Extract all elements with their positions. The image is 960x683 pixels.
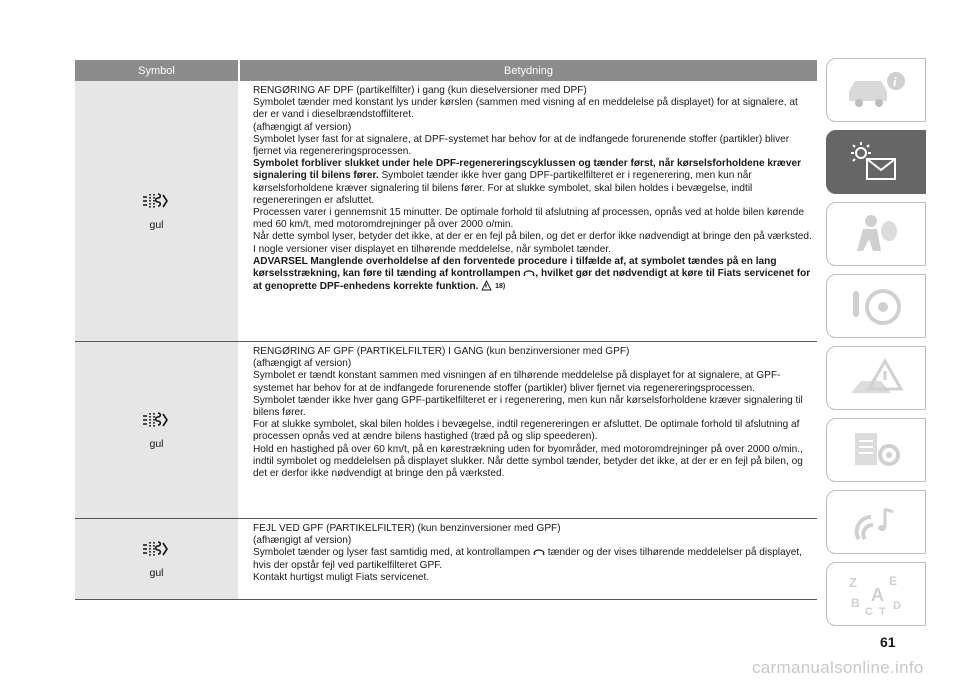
- row1-para-mixed: [253, 158, 813, 207]
- safety-airbag-icon: [841, 211, 911, 257]
- table-row: [75, 81, 817, 342]
- attention-hand-icon: [481, 280, 492, 291]
- symbol-cell: [75, 342, 238, 518]
- meaning-cell: [240, 81, 817, 341]
- row2-para: Hold en hastighed på over 60 km/t, på en kørestrækning uden for byområder, med motoromdrejninger på over 2000 o/min., indtil symbolet og meddelelsen på displayet slukker. Når dette symbol tænder, betyder det ikke, at der er en fejl på bilen, og det er derfor ikke nødvendigt at bringe den på værksted.: [253, 443, 803, 480]
- svg-text:C: C: [865, 606, 873, 617]
- row3-part-b: tænder og der vises tilhørende meddelelser på displayet, hvis der opstår fejl ved partikelfilteret GPF.: [253, 547, 802, 571]
- row1-para: Processen varer i gennemsnit 15 minutter. De optimale forhold til afslutning af processen, opnås ved at holde bilen kørende med 60 km/t, med motoromdrejninger på over 2000 o/min.: [253, 207, 804, 231]
- car-info-icon: [841, 67, 911, 113]
- gpf-filter-icon: [141, 410, 173, 430]
- multimedia-icon: [841, 499, 911, 545]
- symbol-table: [75, 60, 817, 600]
- row1-para: Når dette symbol lyser, betyder det ikke, at der er en fejl på bilen, og det er derfor ikke nødvendigt at bringe den på værksted. I nogle versioner viser displayet en tilhørende meddelelse, når symbolet tænder.: [253, 231, 812, 255]
- index-icon: [841, 571, 911, 617]
- table-header: [75, 60, 817, 81]
- warning-part-a: ADVARSEL Manglende overholdelse af den forventede procedure i tilfælde af, at symbolet tændes på en lang kørselsstrækning, kan føre til tænding af kontrollampen: [253, 255, 777, 280]
- meaning-cell: [240, 342, 817, 518]
- symbol-cell: [75, 519, 238, 599]
- row3-para: FEJL VED GPF (PARTIKELFILTER) (kun benzinversioner med GPF): [253, 523, 561, 534]
- row3-part-a: Symbolet tænder og lyser fast samtidig med, at kontrollampen: [253, 547, 531, 559]
- row2-para: (afhængigt af version): [253, 358, 352, 370]
- row1-para: RENGØRING AF DPF (partikelfilter) i gang (kun dieselversioner med DPF): [253, 85, 587, 96]
- header-meaning: Betydning: [240, 60, 817, 81]
- svg-text:A: A: [871, 585, 884, 605]
- watermark: carmanualsonline.info: [752, 658, 924, 677]
- table-row: [75, 519, 817, 600]
- row3-para: Kontakt hurtigst muligt Fiats servicenet.: [253, 571, 430, 583]
- tab-warning-lights[interactable]: [826, 130, 926, 194]
- tab-car-info[interactable]: [826, 58, 926, 122]
- symbol-cell: [75, 81, 238, 341]
- chapter-sidebar: [826, 58, 926, 634]
- warning-part-b: , hvilket gør det nødvendigt at køre til Fiats servicenet for at genoprette DPF-enhedens korrekte funktion.: [253, 268, 811, 293]
- footnote-ref: 18): [495, 283, 506, 291]
- tab-safety[interactable]: [826, 202, 926, 266]
- page-number: 61: [880, 634, 896, 650]
- gpf-fault-icon: [141, 539, 173, 559]
- row3-para: (afhængigt af version): [253, 535, 352, 547]
- tab-maintenance[interactable]: [826, 418, 926, 482]
- row2-para: Symbolet tænder ikke hver gang GPF-partikelfilteret er i regenerering, men kun når kørselsforholdene kræver signalering til bilens fører.: [253, 394, 803, 419]
- svg-text:E: E: [889, 574, 898, 588]
- engine-malfunction-icon: [523, 268, 535, 278]
- row1-para: (afhængigt af version): [253, 121, 352, 133]
- row2-para: RENGØRING AF GPF (PARTIKELFILTER) I GANG (kun benzinversioner med GPF): [253, 346, 630, 357]
- svg-text:T: T: [879, 606, 886, 617]
- warning-text: [253, 256, 813, 294]
- bold-lead: Symbolet forbliver slukket under hele DPF-regenereringscyklussen og tænder først, når kørselsforholdene kræver signalering til bilens fører.: [253, 158, 802, 182]
- tab-multimedia[interactable]: [826, 490, 926, 554]
- row2-para: Symbolet er tændt konstant sammen med visningen af en tilhørende meddelelse på displayet for at signalere, at GPF-systemet har behov for at de indfangede forurenende stoffer (partikler) bliver fjernet via regenereringsprocessen.: [253, 370, 781, 394]
- svg-text:D: D: [893, 600, 901, 612]
- svg-text:i: i: [893, 74, 897, 89]
- row2-para: For at slukke symbolet, skal bilen holdes i bevægelse, indtil regenereringen er afsluttet. De optimale forhold til afslutning af processen opnås ved at ændre bilens hastighed (træd på og slip speederen).: [253, 419, 800, 443]
- svg-text:B: B: [851, 596, 860, 610]
- warning-light-message-icon: [841, 139, 911, 185]
- table-row: [75, 342, 817, 519]
- after-bold: Symbolet tænder ikke hver gang DPF-partikelfilteret er i regenerering, men kun når kørselsforholdene kræver signalering til bilens fører. For at slukke symbolet, skal bilen holdes i bevægelse, indtil regenereringen er afsluttet.: [253, 170, 753, 206]
- engine-malfunction-icon: [533, 547, 545, 557]
- color-label: gul: [149, 567, 164, 579]
- meaning-cell: [240, 519, 817, 599]
- dpf-filter-icon: [141, 191, 173, 211]
- row1-para: Symbolet lyser fast for at signalere, at DPF-systemet har behov for at de indfangede forurenende stoffer (partikler) bliver fjernet via regenereringsprocessen.: [253, 133, 790, 158]
- steering-wheel-icon: [841, 283, 911, 329]
- emergency-icon: [841, 355, 911, 401]
- color-label: gul: [149, 219, 164, 231]
- svg-text:Z: Z: [849, 575, 857, 590]
- row3-para-mixed: [253, 547, 813, 571]
- color-label: gul: [149, 438, 164, 450]
- tab-index[interactable]: [826, 562, 926, 626]
- tab-emergency[interactable]: [826, 346, 926, 410]
- tab-starting-driving[interactable]: [826, 274, 926, 338]
- maintenance-icon: [841, 427, 911, 473]
- header-symbol: Symbol: [75, 60, 238, 81]
- row1-para: Symbolet tænder med konstant lys under kørslen (sammen med visning af en meddelelse på displayet) for at signalere, at der er vand i dieselbrændstoffilteret.: [253, 97, 798, 121]
